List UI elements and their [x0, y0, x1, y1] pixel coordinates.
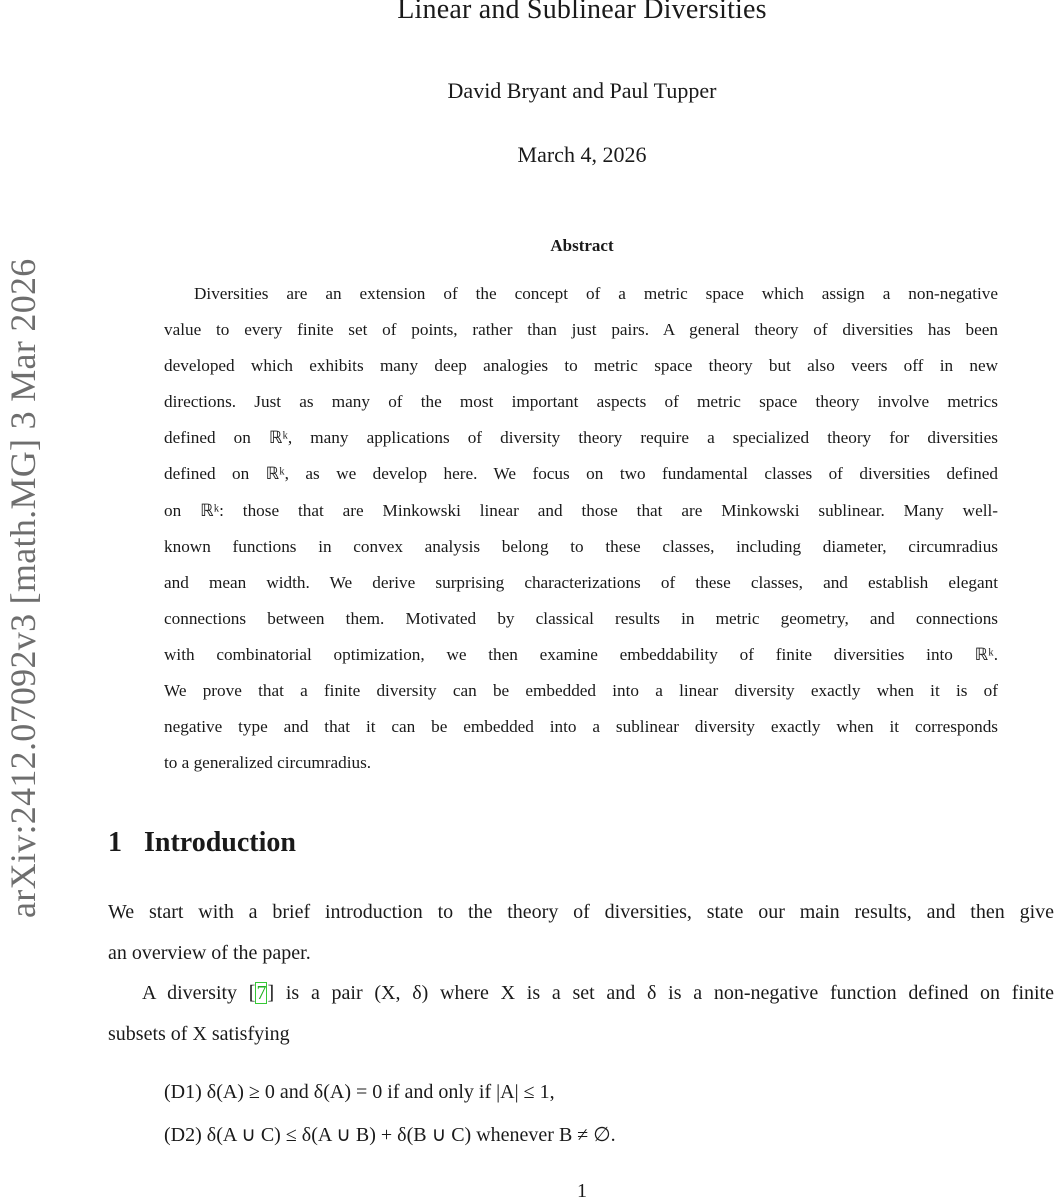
abstract-line: Diversities are an extension of the concept of a metric space which assign a non-negative [194, 284, 998, 303]
axiom-d2: (D2) δ(A ∪ C) ≤ δ(A ∪ B) + δ(B ∪ C) whenever B ≠ ∅. [164, 1124, 616, 1146]
paragraph-line: subsets of X satisfying [108, 1022, 290, 1045]
paper-authors: David Bryant and Paul Tupper [447, 78, 717, 103]
abstract-line: We prove that a finite diversity can be embedded into a linear diversity exactly when it is of [164, 681, 998, 701]
arxiv-sidebar-stamp: arXiv:2412.07092v3 [math.MG] 3 Mar 2026 [3, 258, 43, 918]
abstract-line: directions. Just as many of the most important aspects of metric space theory involve metrics [164, 392, 998, 412]
citation-link[interactable] [255, 982, 267, 1004]
citation-number: 7 [256, 982, 267, 1004]
abstract-line: defined on ℝᵏ, many applications of diversity theory require a specialized theory for diversities [164, 428, 998, 448]
abstract-line: on ℝᵏ: those that are Minkowski linear and those that are Minkowski sublinear. Many well- [164, 500, 998, 520]
abstract-line: developed which exhibits many deep analogies to metric space theory but also veers off in new [164, 356, 998, 376]
abstract-line: value to every finite set of points, rather than just pairs. A general theory of diversities has been [164, 320, 998, 340]
axiom-d1: (D1) δ(A) ≥ 0 and δ(A) = 0 if and only if |A| ≤ 1, [164, 1081, 555, 1103]
introduction-body [108, 892, 1054, 1054]
section-title: Introduction [144, 827, 296, 858]
paragraph-line: We start with a brief introduction to the theory of diversities, state our main results, and then give [108, 901, 1054, 923]
paragraph-text: is a pair (X, δ) where X is a set and δ is a non-negative function defined on finite [274, 982, 1054, 1004]
abstract-line: and mean width. We derive surprising characterizations of these classes, and establish elegant [164, 572, 998, 592]
paragraph-line: an overview of the paper. [108, 941, 311, 964]
citation-bracket-close: ] [267, 982, 275, 1004]
paragraph-text: A diversity [142, 982, 249, 1004]
abstract-line: connections between them. Motivated by classical results in metric geometry, and connections [164, 608, 998, 628]
abstract-line: with combinatorial optimization, we then examine embeddability of finite diversities into ℝᵏ. [164, 644, 998, 664]
abstract-line: known functions in convex analysis belong to these classes, including diameter, circumradius [164, 536, 998, 556]
abstract-line: defined on ℝᵏ, as we develop here. We focus on two fundamental classes of diversities defined [164, 464, 998, 484]
paper-date: March 4, 2026 [517, 142, 647, 167]
abstract-line: to a generalized circumradius. [164, 753, 372, 773]
abstract-heading: Abstract [550, 236, 614, 255]
section-heading-introduction [108, 827, 296, 859]
paragraph-line-with-citation [108, 973, 1054, 1014]
citation-bracket-open: [ [248, 982, 256, 1004]
page-number: 1 [577, 1180, 587, 1202]
axiom-list [164, 1071, 1024, 1157]
paper-title: Linear and Sublinear Diversities [397, 0, 767, 25]
section-number: 1 [108, 827, 122, 858]
abstract-body [164, 276, 998, 781]
abstract-line: negative type and that it can be embedded into a sublinear diversity exactly when it corresponds [164, 717, 998, 737]
